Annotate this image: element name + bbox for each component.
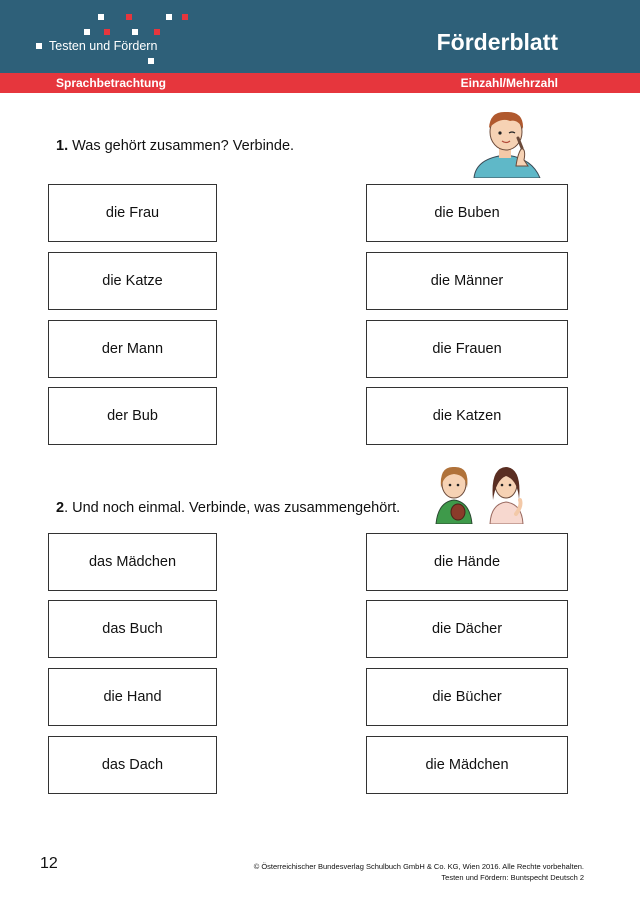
task2-right-word-1[interactable]: die Hände [366,533,568,591]
task2-number: 2 [56,500,65,516]
header-bar [0,0,640,73]
task1-instruction [56,138,294,154]
copyright-line-2: Testen und Fördern: Buntspecht Deutsch 2 [441,872,584,882]
task2-instruction [56,500,400,516]
task2-left-word-1[interactable]: das Mädchen [48,533,217,591]
task2-right-word-4[interactable]: die Mädchen [366,736,568,794]
task1-right-word-4[interactable]: die Katzen [366,387,568,445]
brand-name: Testen und Fördern [49,39,158,53]
copyright-line-1: © Österreichischer Bundesverlag Schulbuch GmbH & Co. KG, Wien 2016. Alle Rechte vorbehalten. [253,862,584,871]
task1-left-word-2[interactable]: die Katze [48,252,217,310]
boy-pointing-illustration [466,108,546,178]
task2-right-word-3[interactable]: die Bücher [366,668,568,726]
task2-right-word-2[interactable]: die Dächer [366,600,568,658]
brand-logo [36,14,196,66]
topic-label: Einzahl/Mehrzahl [460,76,558,90]
subject-label: Sprachbetrachtung [56,76,167,90]
two-girls-illustration [430,462,530,524]
task1-number: 1. [56,138,69,154]
task1-right-word-1[interactable]: die Buben [366,184,568,242]
task1-left-word-3[interactable]: der Mann [48,320,217,378]
task2-left-word-4[interactable]: das Dach [48,736,217,794]
task1-right-word-3[interactable]: die Frauen [366,320,568,378]
task1-left-word-4[interactable]: der Bub [48,387,217,445]
subject-bar [0,73,640,93]
copyright-notice [254,862,584,883]
task1-text: Was gehört zusammen? Verbinde. [68,138,295,154]
task2-left-word-3[interactable]: die Hand [48,668,217,726]
page-number: 12 [40,855,58,872]
task2-left-word-2[interactable]: das Buch [48,600,217,658]
task1-left-word-1[interactable]: die Frau [48,184,217,242]
task2-text: . Und noch einmal. Verbinde, was zusammengehört. [64,500,401,516]
document-title: Förderblatt [436,29,558,55]
task1-right-word-2[interactable]: die Männer [366,252,568,310]
